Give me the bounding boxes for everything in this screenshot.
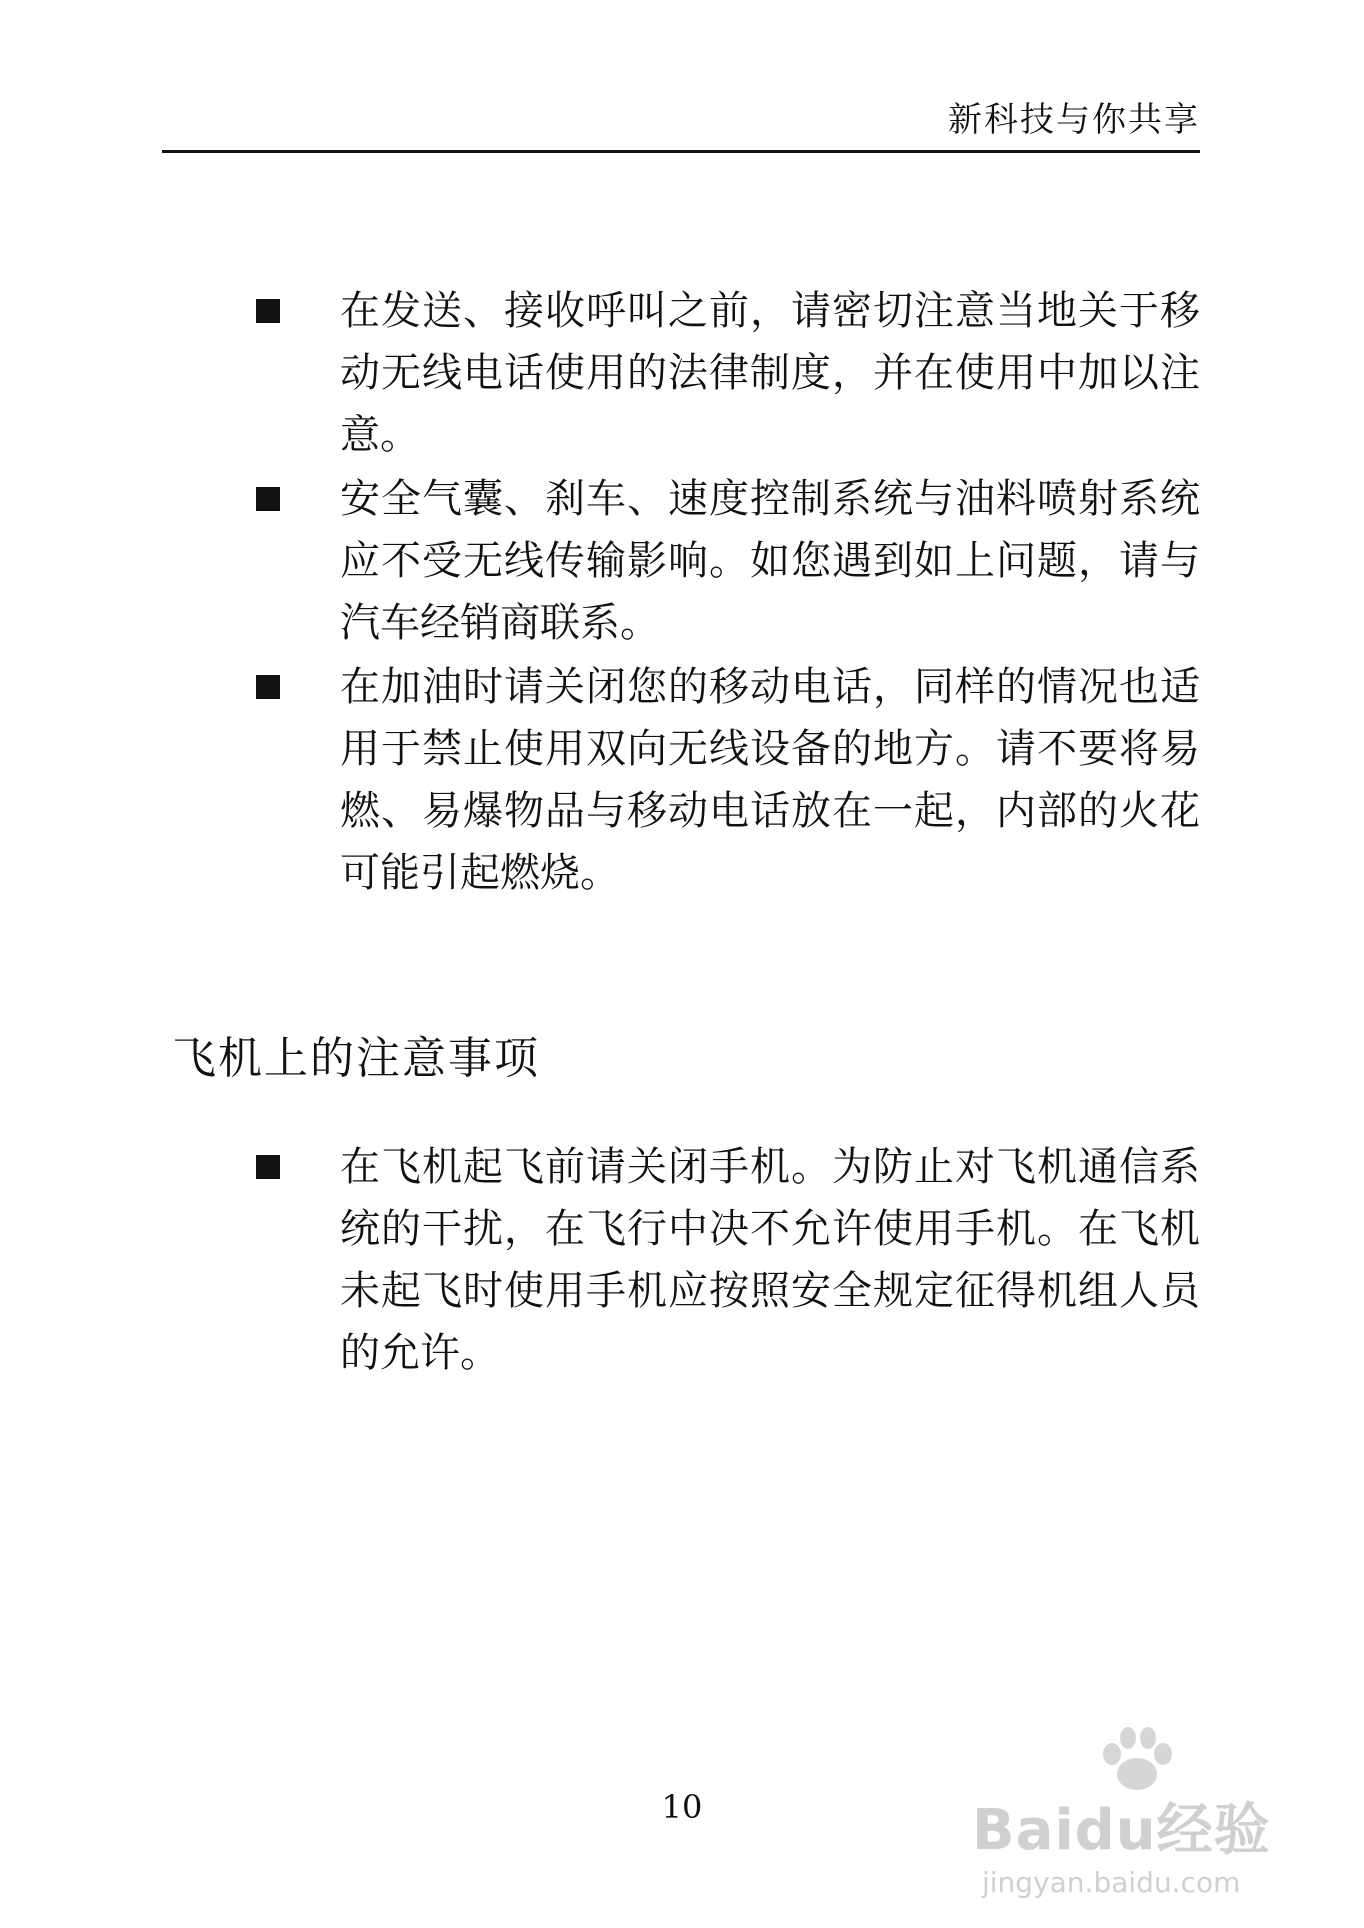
square-bullet-icon: [256, 299, 280, 323]
watermark-brand-text: Baidu经验: [972, 1798, 1271, 1863]
list-item-text: 在加油时请关闭您的移动电话，同样的情况也适用于禁止使用双向无线设备的地方。请不要将易燃、易爆物品与移动电话放在一起，内部的火花可能引起燃烧。: [340, 664, 1200, 896]
square-bullet-icon: [256, 675, 280, 699]
watermark-url-text: jingyan.baidu.com: [982, 1866, 1241, 1899]
baidu-watermark: [972, 1726, 1312, 1916]
section-heading-aircraft: 飞机上的注意事项: [172, 1033, 540, 1084]
list-item-text: 在发送、接收呼叫之前，请密切注意当地关于移动无线电话使用的法律制度，并在使用中加以注意。: [340, 288, 1200, 458]
header-divider: [162, 150, 1200, 153]
list-item: [256, 280, 1200, 466]
bullet-list-aircraft: [256, 1136, 1200, 1386]
list-item: [256, 656, 1200, 904]
square-bullet-icon: [256, 487, 280, 511]
square-bullet-icon: [256, 1155, 280, 1179]
list-item-text: 安全气囊、刹车、速度控制系统与油料喷射系统应不受无线传输影响。如您遇到如上问题，请与汽车经销商联系。: [340, 476, 1200, 646]
bullet-list-vehicle: [256, 280, 1200, 906]
page-number: 10: [661, 1788, 703, 1826]
list-item: [256, 1136, 1200, 1384]
running-header: 新科技与你共享: [948, 100, 1200, 140]
list-item-text: 在飞机起飞前请关闭手机。为防止对飞机通信系统的干扰，在飞行中决不允许使用手机。在飞机未起飞时使用手机应按照安全规定征得机组人员的允许。: [340, 1144, 1200, 1376]
list-item: [256, 468, 1200, 654]
